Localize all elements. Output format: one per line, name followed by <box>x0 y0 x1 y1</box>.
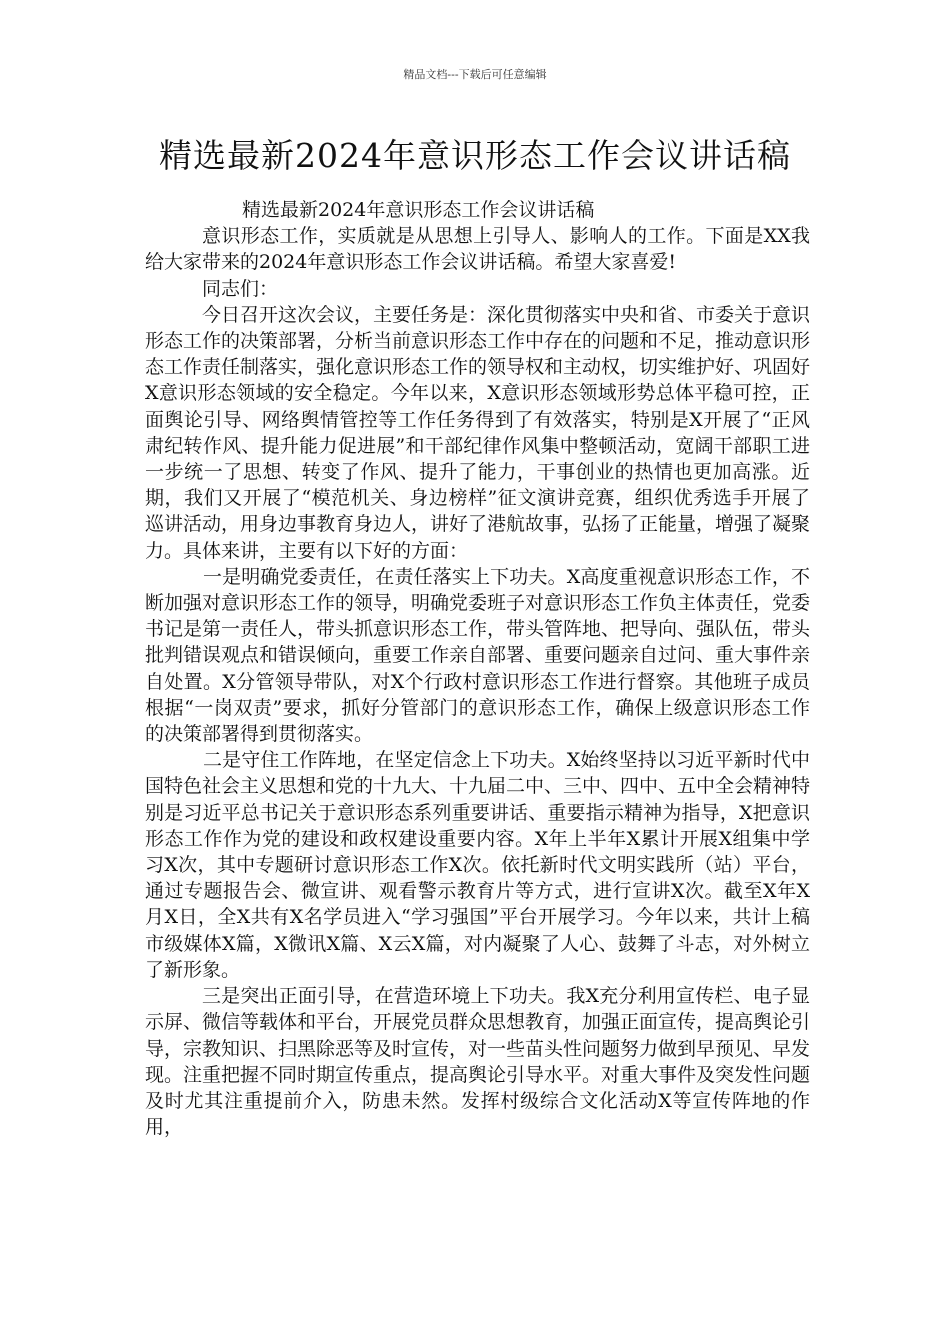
header-note: 精品文档---下载后可任意编辑 <box>403 68 547 81</box>
document-body <box>145 197 810 1140</box>
paragraph-overview: 今日召开这次会议，主要任务是：深化贯彻落实中央和省、市委关于意识形态工作的决策部署，分析当前意识形态工作中存在的问题和不足，推动意识形态工作责任制落实，强化意识形态工作的领导权和主动权，切实维护好、巩固好X意识形态领域的安全稳定。今年以来，X意识形态领域形势总体平稳可控，正面舆论引导、网络舆情管控等工作任务得到了有效落实，特别是X开展了“正风肃纪转作风、提升能力促进展”和干部纪律作风集中整顿活动，宽阔干部职工进一步统一了思想、转变了作风、提升了能力，干事创业的热情也更加高涨。近期，我们又开展了“模范机关、身边榜样”征文演讲竞赛，组织优秀选手开展了巡讲活动，用身边事教育身边人，讲好了港航故事，弘扬了正能量，增强了凝聚力。具体来讲，主要有以下好的方面： <box>145 303 811 562</box>
paragraph-point-three: 三是突出正面引导，在营造环境上下功夫。我X充分利用宣传栏、电子显示屏、微信等载体和平台，开展党员群众思想教育，加强正面宣传，提高舆论引导，宗教知识、扫黑除恶等及时宣传，对一些苗头性问题努力做到早预见、早发现。注重把握不同时期宣传重点，提高舆论引导水平。对重大事件及突发性问题及时尤其注重提前介入，防患未然。发挥村级综合文化活动X等宣传阵地的作用， <box>145 985 811 1139</box>
paragraph-point-two: 二是守住工作阵地，在坚定信念上下功夫。X始终坚持以习近平新时代中国特色社会主义思想和党的十九大、十九届二中、三中、四中、五中全会精神特别是习近平总书记关于意识形态系列重要讲话、重要指示精神为指导，X把意识形态工作作为党的建设和政权建设重要内容。X年上半年X累计开展X组集中学习X次，其中专题研讨意识形态工作X次。依托新时代文明实践所（站）平台，通过专题报告会、微宣讲、观看警示教育片等方式，进行宣讲X次。截至X年X月X日，全X共有X名学员进入“学习强国”平台开展学习。今年以来，共计上稿市级媒体X篇，X微讯X篇、X云X篇，对内凝聚了人心、鼓舞了斗志，对外树立了新形象。 <box>145 749 811 981</box>
document-subtitle: 精选最新2024年意识形态工作会议讲话稿 <box>242 199 595 221</box>
paragraph-point-one: 一是明确党委责任，在责任落实上下功夫。X高度重视意识形态工作，不断加强对意识形态工作的领导，明确党委班子对意识形态工作负主体责任，党委书记是第一责任人，带头抓意识形态工作，带头管阵地、把导向、强队伍，带头批判错误观点和错误倾向，重要工作亲自部署、重要问题亲自过问、重大事件亲自处置。X分管领导带队，对X个行政村意识形态工作进行督察。其他班子成员根据“一岗双责”要求，抓好分管部门的意识形态工作，确保上级意识形态工作的决策部署得到贯彻落实。 <box>145 565 811 746</box>
document-title: 精选最新2024年意识形态工作会议讲话稿 <box>159 136 791 175</box>
paragraph-intro: 意识形态工作，实质就是从思想上引导人、影响人的工作。下面是XX我给大家带来的2024年意识形态工作会议讲话稿。希望大家喜爱! <box>145 225 810 274</box>
paragraph-salutation: 同志们： <box>202 277 279 300</box>
